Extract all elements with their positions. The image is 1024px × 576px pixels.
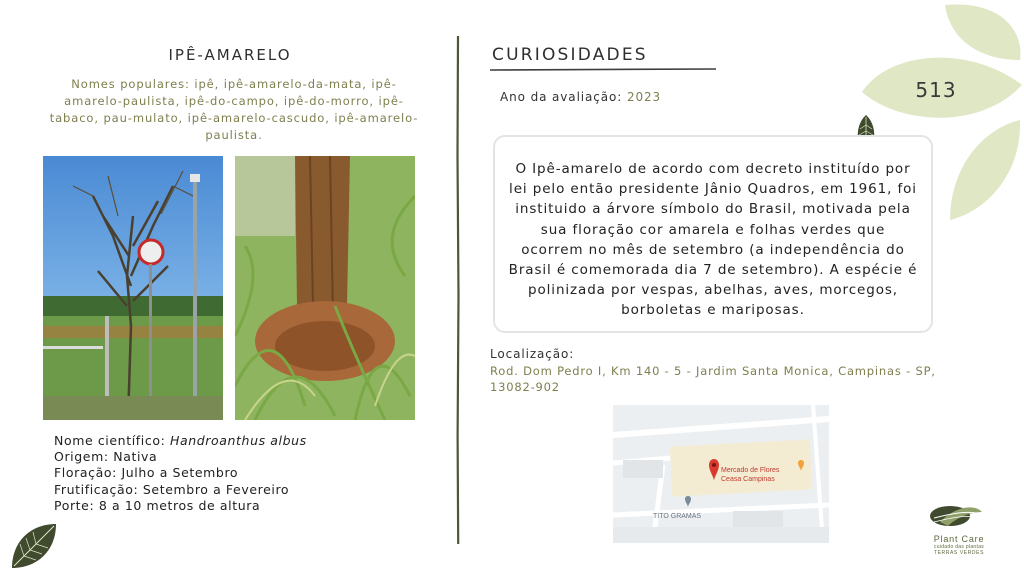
fruiting-fact: Frutificação: Setembro a Fevereiro [54, 482, 290, 497]
evaluation-year-value: 2023 [626, 90, 662, 104]
tree-number: 513 [915, 78, 957, 102]
map-place-line2: Ceasa Campinas [721, 476, 775, 483]
evaluation-year [500, 90, 661, 104]
flowering-fact: Floração: Julho a Setembro [54, 465, 239, 480]
logo-tagline-line2: TERRAS VERDES [933, 550, 985, 556]
logo-tagline-line1: cuidado das plantas [933, 544, 985, 550]
logo-name: Plant Care [933, 534, 985, 544]
curiosity-text: O Ipê-amarelo de acordo com decreto instituído por lei pelo então presidente Jânio Quadros, em 1961, foi instituido a árvore símbolo do Brasil, motivada pela sua floração cor amarela e folhas verdes que ocorrem no mês de setembro (a independência do Brasil é comemorada dia 7 de setembro). A espécie é polinizada por vespas, abelhas, aves, morcegos, borboletas e mariposas. [508, 161, 918, 319]
map-street-label: TITO GRAMAS [653, 513, 702, 520]
plant-care-wordmark [914, 534, 1004, 556]
decorative-leaves [850, 0, 1024, 225]
origin-fact: Origem: Nativa [54, 449, 158, 464]
heading-underline [490, 66, 716, 74]
evaluation-year-label: Ano da avaliação: [500, 90, 623, 104]
popular-names: Nomes populares: ipê, ipê-amarelo-da-mata, ipê-amarelo-paulista, ipê-do-campo, ipê-do-morro, ipê-tabaco, pau-mulato, ipê-amarelo-cascudo, ipê-amarelo-paulista. [49, 77, 419, 142]
scientific-name [54, 433, 354, 448]
map-place-line1: Mercado de Flores [721, 467, 780, 474]
size-fact: Porte: 8 a 10 metros de altura [54, 498, 261, 513]
location-map[interactable] [613, 405, 829, 543]
location-label: Localização: [490, 347, 575, 361]
curiosities-heading: CURIOSIDADES [492, 45, 648, 65]
scientific-name-label: Nome científico: [54, 433, 166, 448]
scientific-name-value: Handroanthus albus [169, 433, 307, 448]
vertical-divider [455, 36, 461, 544]
leaf-icon [8, 520, 60, 572]
tree-trunk-photo [235, 156, 415, 420]
tree-photo-full [43, 156, 223, 420]
species-title: IPÊ-AMARELO [168, 46, 292, 64]
location-address: Rod. Dom Pedro I, Km 140 - 5 - Jardim Santa Monica, Campinas - SP, 13082-902 [490, 364, 936, 394]
